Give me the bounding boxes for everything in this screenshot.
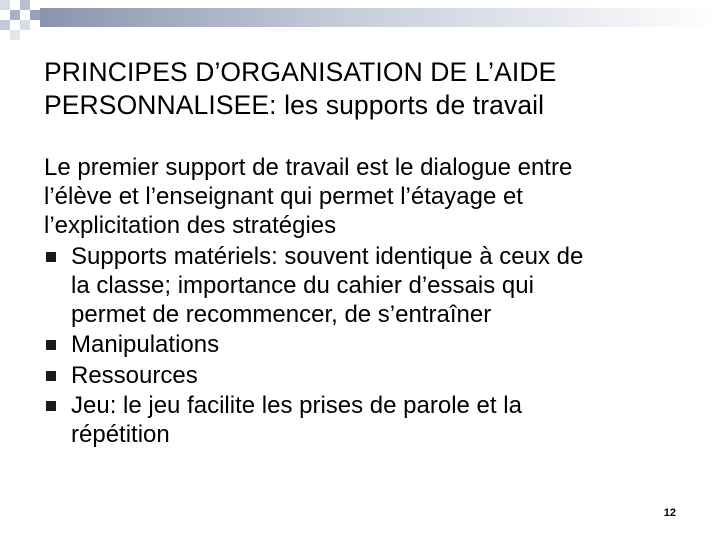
- bullet-line: permet de recommencer, de s’entraîner: [71, 300, 492, 328]
- square-bullet-icon: [46, 371, 56, 381]
- bullet-line: Ressources: [71, 361, 198, 389]
- checker-square: [10, 10, 20, 20]
- checker-square: [0, 30, 10, 40]
- bullet-line: Manipulations: [71, 331, 220, 358]
- bullet-item-jeu: [44, 391, 684, 449]
- checker-square: [0, 20, 10, 30]
- checker-square: [20, 20, 30, 30]
- square-bullet-icon: [46, 252, 56, 262]
- bullet-line: la classe; importance du cahier d’essais qui: [71, 271, 534, 299]
- checker-square: [10, 30, 20, 40]
- page-number: 12: [663, 507, 676, 519]
- checker-square: [0, 10, 10, 20]
- lead-paragraph: [44, 153, 684, 240]
- slide-title-line-2: PERSONNALISEE: les supports de travail: [44, 90, 545, 120]
- decorative-header-band: [0, 0, 720, 50]
- checker-square: [20, 0, 30, 10]
- lead-line: l’explicitation des stratégies: [44, 212, 337, 239]
- lead-line: Le premier support de travail est le dialogue entre: [44, 154, 573, 181]
- slide-title: [44, 56, 704, 122]
- checker-square: [30, 10, 40, 20]
- slide-body: [44, 153, 684, 449]
- bullet-item-supports: [44, 242, 684, 329]
- bullet-line: Jeu: le jeu facilite les prises de parole et la: [71, 392, 522, 419]
- square-bullet-icon: [46, 340, 56, 350]
- bullet-item-manipulations: [44, 330, 684, 359]
- checker-square: [10, 20, 20, 30]
- band-gradient-bar: [40, 8, 720, 27]
- checker-square: [20, 10, 30, 20]
- checker-square: [10, 0, 20, 10]
- bullet-item-ressources: [44, 361, 684, 390]
- checker-square: [30, 0, 40, 10]
- lead-line: l’élève et l’enseignant qui permet l’étayage et: [44, 183, 523, 210]
- bullet-line: répétition: [71, 421, 170, 448]
- bullet-line: Supports matériels: souvent identique à ceux de: [71, 242, 584, 270]
- square-bullet-icon: [46, 401, 56, 411]
- checker-square: [0, 0, 10, 10]
- slide-title-line-1: PRINCIPES D’ORGANISATION DE L’AIDE: [44, 57, 557, 87]
